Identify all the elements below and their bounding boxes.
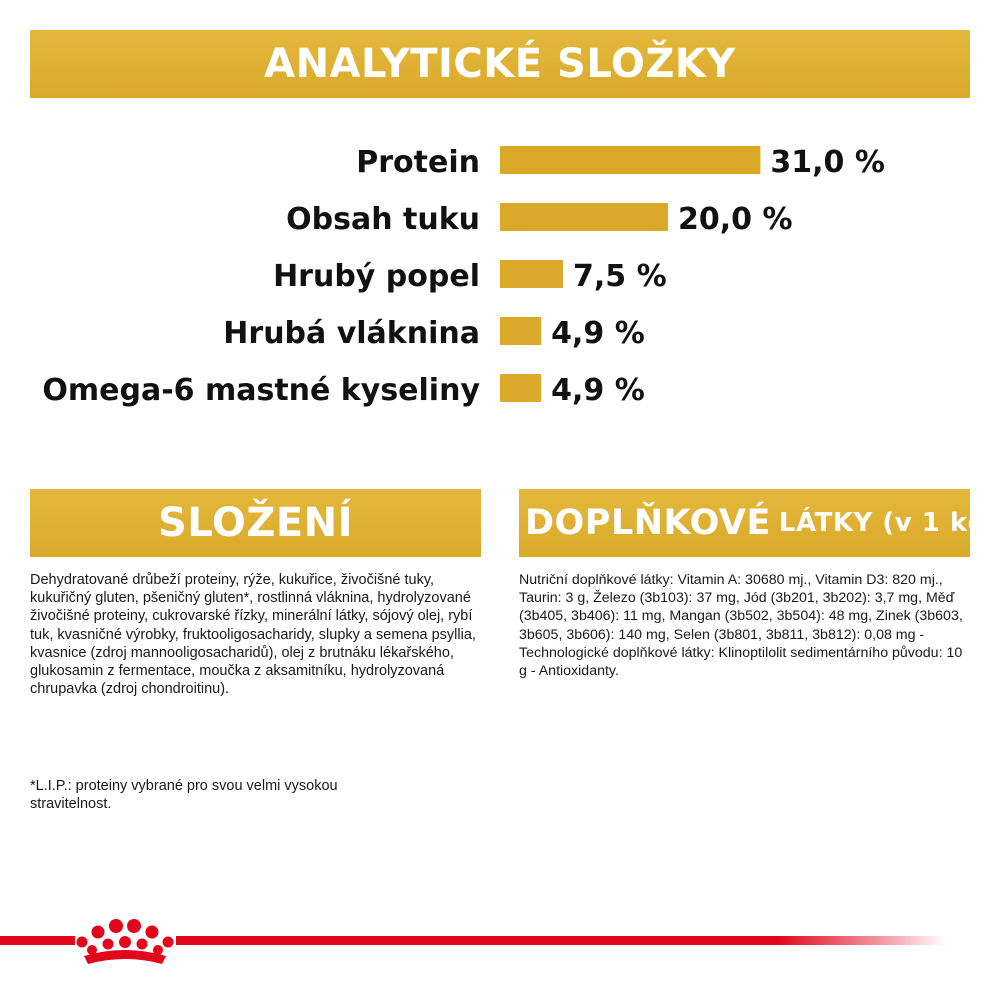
additives-title-banner [519,489,1000,557]
composition-title-banner [30,489,481,557]
bar [500,260,563,288]
category-label: Omega-6 mastné kyseliny [42,373,480,408]
additives-text: Nutriční doplňkové látky: Vitamin A: 30680 mj., Vitamin D3: 820 mj., Taurin: 3 g, Železo (3b103): 37 mg, Jód (3b201, 3b202): 3,7 mg, Měď (3b405, 3b406): 11 mg, Mangan (3b502, 3b504): 48 mg, Zinek (3b603, 3b605, 3b606): 140 mg, Selen (3b801, 3b811, 3b812): 0,08 mg - Technologické doplňkové látky: Klinoptilolit sedimentárního původu: 10 g - Antioxidanty. [519,572,963,680]
additives-title-main: DOPLŇKOVÉ [525,503,771,543]
composition-footnote: *L.I.P.: proteiny vybrané pro svou velmi vysokou stravitelnost. [30,778,338,813]
category-label: Hrubá vláknina [223,316,480,351]
category-label: Hrubý popel [273,259,480,294]
bar [500,146,760,174]
value-label: 31,0 % [770,145,885,180]
bar [500,374,541,402]
value-label: 4,9 % [551,316,645,351]
bar [500,317,541,345]
value-label: 20,0 % [678,202,793,237]
composition-text: Dehydratované drůbeží proteiny, rýže, kukuřice, živočišné tuky, kukuřičný gluten, pšeničný gluten*, rostlinná vláknina, hydrolyzované živočišné proteiny, cukrovarské řízky, minerální látky, sójový olej, rybí tuk, kvasničné výrobky, fruktooligosacharidy, slupky a semena psyllia, kvasnice (zdroj mannooligosacharidů), olej z brutnáku lékařského, glukosamin z fermentace, moučka z aksamitníku, hydrolyzovaná chrupavka (zdroj chondroitinu). [30,572,476,698]
analytic-title-banner [30,30,970,98]
additives-title-small: LÁTKY (v 1 kg) [778,508,1000,538]
category-label: Protein [356,145,480,180]
royal-canin-crown-icon [70,914,180,970]
footer-red-line-right [176,936,946,945]
analytic-bar-chart [0,120,1000,440]
category-label: Obsah tuku [286,202,480,237]
footer-red-line-left [0,936,75,945]
value-label: 7,5 % [573,259,667,294]
composition-title: SLOŽENÍ [157,500,354,546]
bar [500,203,668,231]
analytic-title: ANALYTICKÉ SLOŽKY [264,41,736,87]
value-label: 4,9 % [551,373,645,408]
